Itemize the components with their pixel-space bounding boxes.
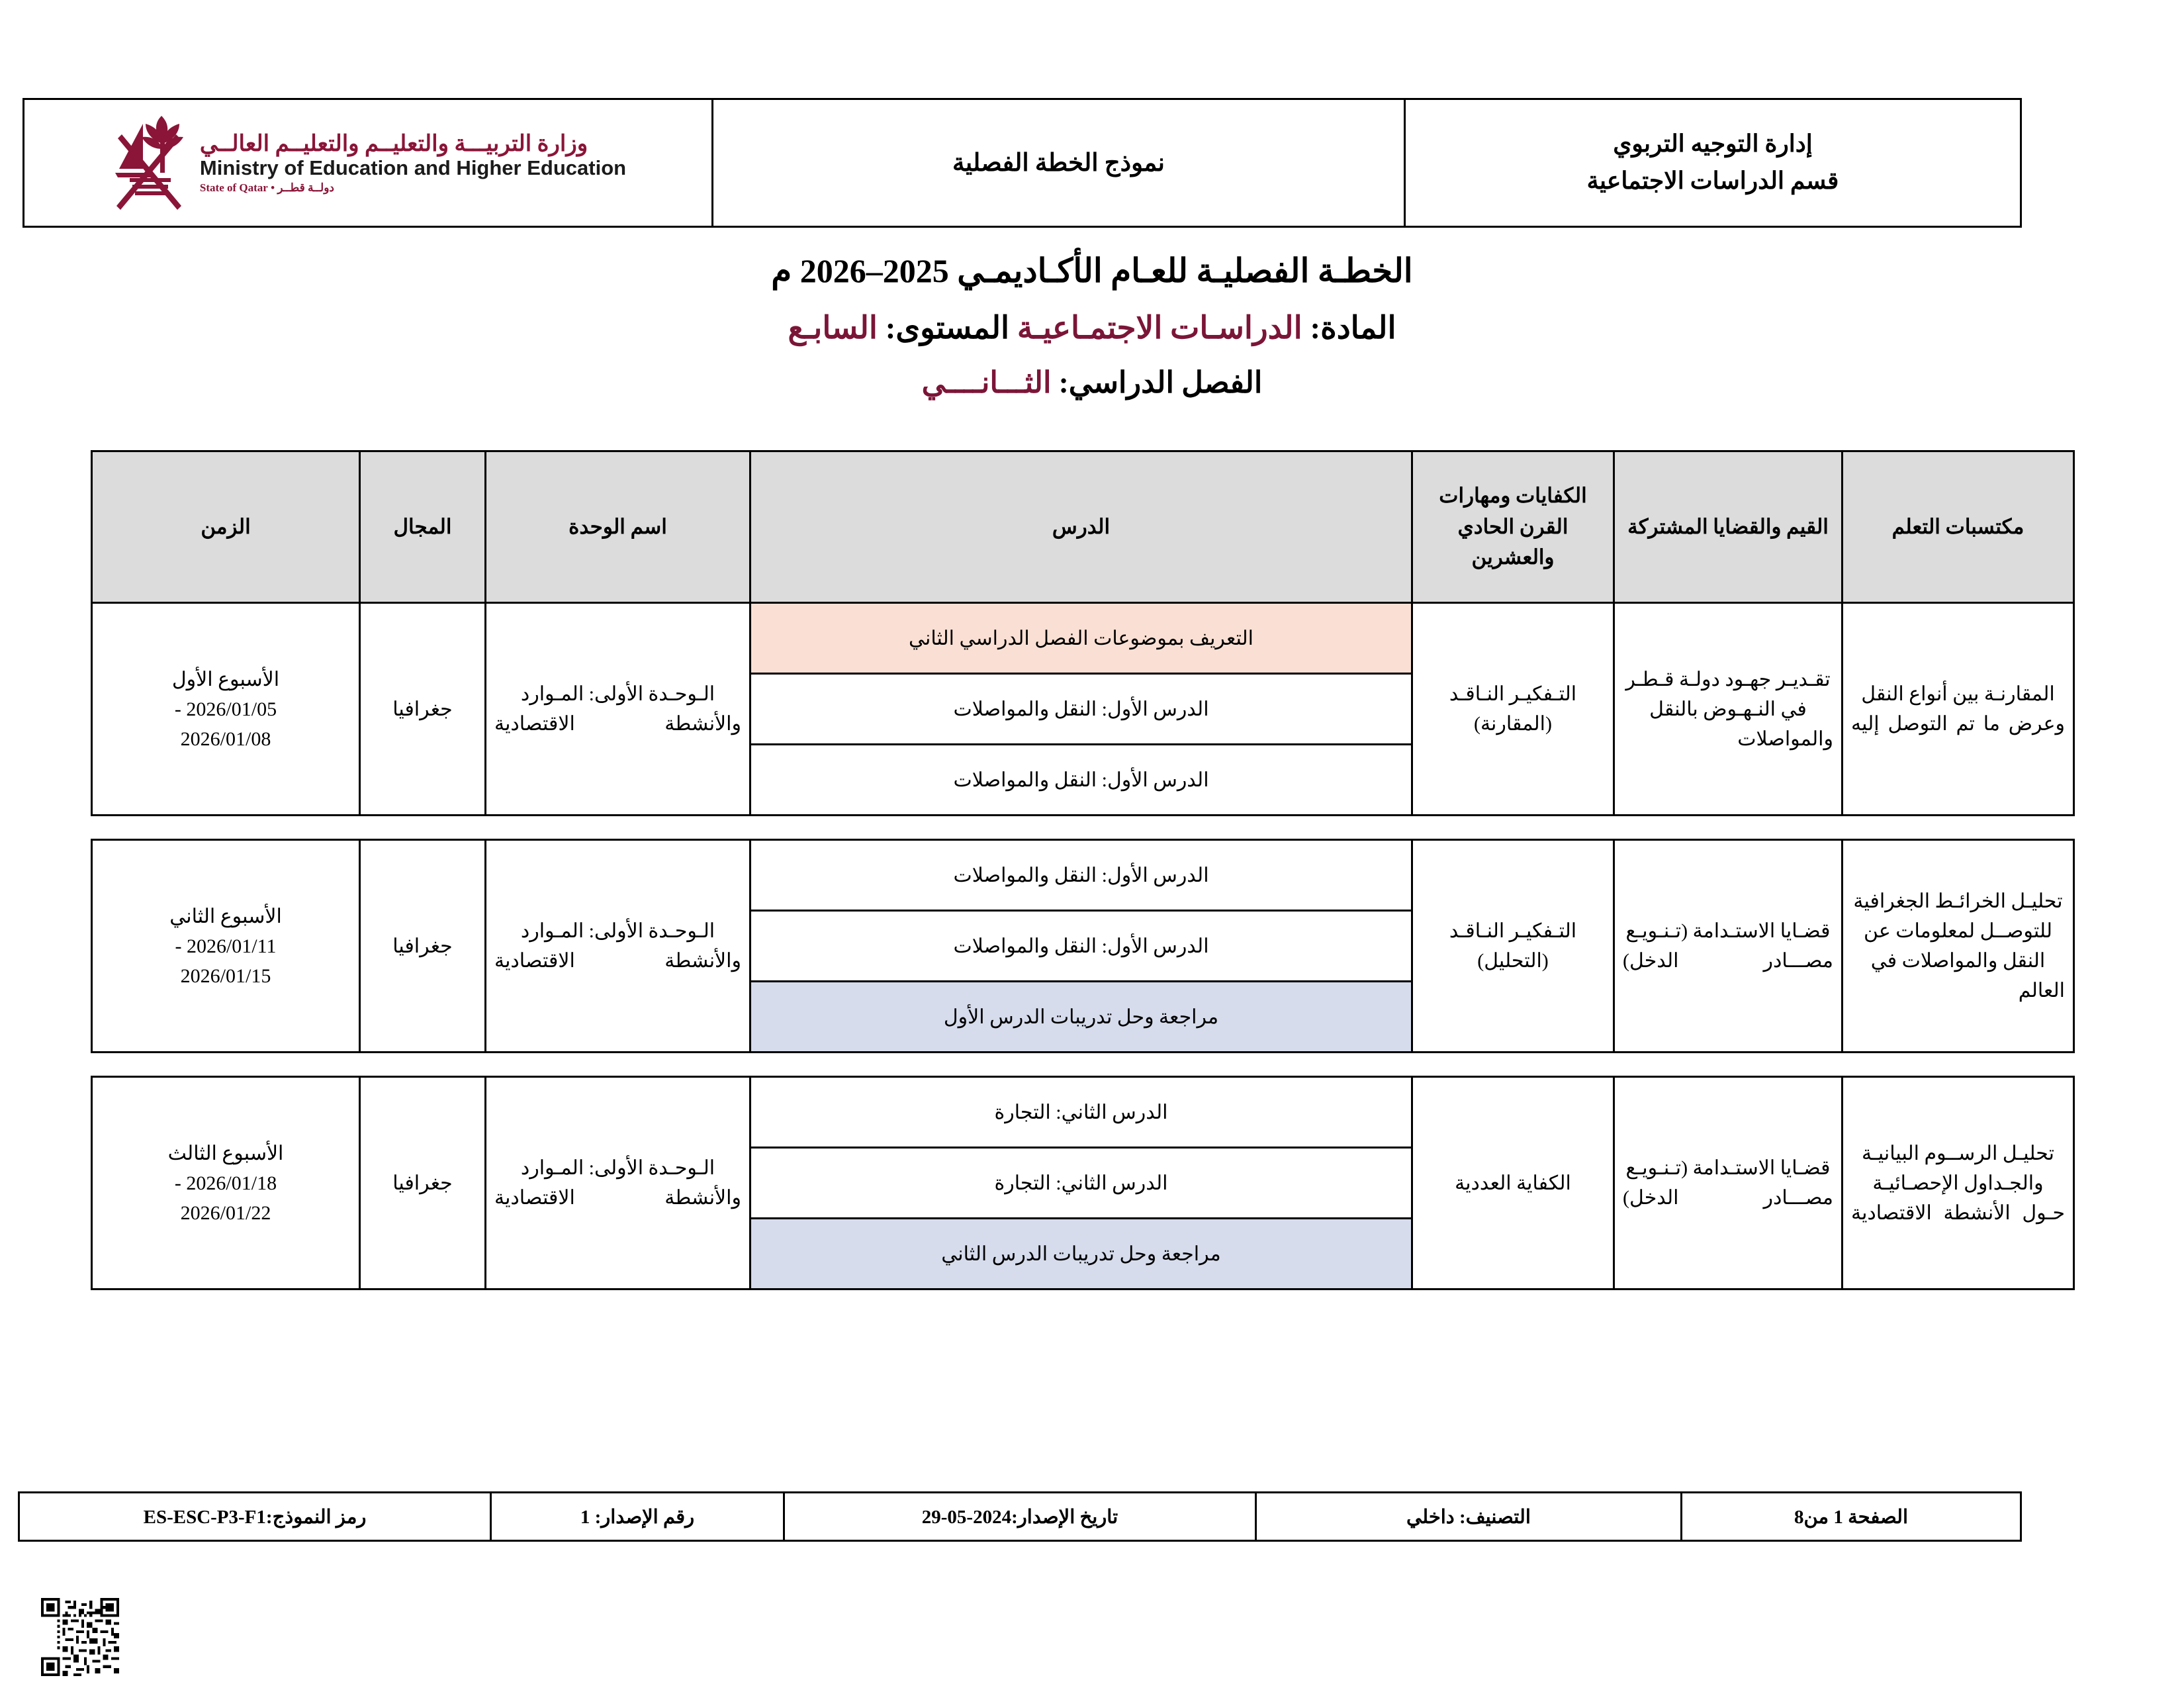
row-spacer: [92, 1053, 2074, 1077]
lesson-list: [751, 604, 1411, 814]
ministry-name-arabic: وزارة التربيـــة والتعليــم والتعليــم العالــي: [199, 132, 588, 157]
header-row: [24, 99, 2021, 227]
column-header-skills: الكفايات ومهارات القرن الحادي والعشرين: [1412, 451, 1614, 603]
document-footer-table: [18, 1491, 2022, 1542]
footer-page-number: الصفحة 1 من8: [1682, 1493, 2021, 1541]
cell-unit: الـوحـدة الأولى: المـوارد والأنشطة الاقتصادية: [486, 840, 751, 1053]
document-header-table: [23, 98, 2022, 228]
table-row: [92, 603, 2074, 816]
footer-issue-date: [784, 1493, 1256, 1541]
form-code-value: ES-ESC-P3-F1: [143, 1506, 266, 1528]
date-to: 2026/01/08: [180, 727, 271, 750]
week-label: الأسبوع الثالث: [167, 1142, 284, 1164]
lesson-list: [751, 841, 1411, 1051]
cell-values: تقـديـر جهـود دولـة قـطـر في النـهـوض بالنقل والمواصلات: [1614, 603, 1843, 816]
cell-field: جغرافيا: [360, 603, 486, 816]
footer-form-code: [19, 1493, 491, 1541]
week-label: الأسبوع الأول: [171, 668, 280, 690]
column-header-time: الزمن: [92, 451, 360, 603]
lesson-item: الدرس الأول: النقل والمواصلات: [953, 769, 1209, 791]
table-row: [92, 1077, 2074, 1289]
cell-values: قضـايا الاستـدامة (تـنـويـع مصـــادر الدخل): [1614, 1077, 1843, 1289]
cell-time: [92, 603, 360, 816]
cell-lessons: [751, 1077, 1412, 1289]
date-to: 2026/01/15: [180, 964, 271, 987]
lesson-item: الدرس الأول: النقل والمواصلات: [751, 911, 1411, 982]
semester-plan-table: [91, 450, 2075, 1290]
lesson-item: الدرس الأول: النقل والمواصلات: [751, 674, 1411, 745]
lesson-item: مراجعة وحل تدريبات الدرس الثاني: [751, 1219, 1411, 1289]
cell-time: [92, 840, 360, 1053]
department-line-1: إدارة التوجيه التربوي: [1613, 130, 1813, 158]
department-line-2: قسم الدراسات الاجتماعية: [1586, 167, 1839, 194]
cell-lessons: [751, 603, 1412, 816]
cell-unit: الـوحـدة الأولى: المـوارد والأنشطة الاقتصادية: [486, 1077, 751, 1289]
cell-gains: تحليـل الخرائـط الجغرافية للتوصــل لمعلومات عن النقل والمواصلات في العالم: [1843, 840, 2074, 1053]
cell-gains: المقارنـة بين أنواع النقل وعرض ما تم التوصل إليه: [1843, 603, 2074, 816]
issue-date-label: تاريخ الإصدار:: [1011, 1506, 1118, 1528]
week-label: الأسبوع الثاني: [169, 905, 282, 927]
cell-skills: التـفكيـر النـاقـد (المقارنة): [1412, 603, 1614, 816]
column-header-unit: اسم الوحدة: [486, 451, 751, 603]
ministry-logo-cell: [24, 99, 713, 227]
column-header-gains: مكتسبات التعلم: [1843, 451, 2074, 603]
qr-code-icon: [41, 1598, 119, 1676]
subject-level-title: [0, 310, 2184, 346]
ministry-logo: [34, 112, 702, 214]
lesson-item: مراجعة وحل تدريبات الدرس الأول: [751, 982, 1411, 1052]
subject-label: المادة:: [1310, 311, 1396, 346]
footer-row: [19, 1493, 2021, 1541]
column-header-values: القيم والقضايا المشتركة: [1614, 451, 1843, 603]
cell-skills: الكفاية العددية: [1412, 1077, 1614, 1289]
cell-field: جغرافيا: [360, 840, 486, 1053]
table-header-row: [92, 451, 2074, 603]
footer-issue-number: رقم الإصدار: 1: [491, 1493, 784, 1541]
issue-date-value: 29-05-2024: [921, 1506, 1012, 1528]
footer-classification: التصنيف: داخلي: [1256, 1493, 1682, 1541]
form-title: نموذج الخطة الفصلية: [952, 150, 1165, 177]
ministry-logo-text: [200, 132, 626, 194]
cell-gains: تحليـل الرســوم البيانيـة والجـداول الإحصـائيـة حـول الأنشطة الاقتصادية: [1843, 1077, 2074, 1289]
row-spacer: [92, 816, 2074, 840]
qatar-emblem-icon: [110, 112, 188, 214]
cell-unit: الـوحـدة الأولى: المـوارد والأنشطة الاقتصادية: [486, 603, 751, 816]
date-to: 2026/01/22: [180, 1201, 271, 1224]
document-titles: [0, 252, 2184, 400]
page-title: الخطـة الفصليـة للعـام الأكـاديمـي 2025–2026 م: [771, 252, 1413, 289]
lesson-item: التعريف بموضوعات الفصل الدراسي الثاني: [751, 604, 1411, 674]
lesson-item: الدرس الثاني: التجارة: [751, 1148, 1411, 1219]
date-from: 2026/01/11 -: [175, 935, 277, 957]
lesson-item: الدرس الثاني: التجارة: [751, 1078, 1411, 1148]
table-row: [92, 840, 2074, 1053]
cell-lessons: [751, 840, 1412, 1053]
cell-field: جغرافيا: [360, 1077, 486, 1289]
lesson-item: الدرس الأول: النقل والمواصلات: [751, 841, 1411, 911]
level-value: السابـع: [788, 311, 878, 346]
table-body: [92, 603, 2074, 1289]
department-cell: [1405, 99, 2021, 227]
column-header-lesson: الدرس: [751, 451, 1412, 603]
form-title-cell: [713, 99, 1405, 227]
date-from: 2026/01/05 -: [174, 698, 277, 720]
term-title: [0, 365, 2184, 400]
ministry-name-english: Ministry of Education and Higher Education: [199, 156, 627, 180]
cell-time: [92, 1077, 360, 1289]
cell-skills: التـفكيـر النـاقـد (التحليل): [1412, 840, 1614, 1053]
term-value: الثـــانــــي: [921, 366, 1052, 399]
state-of-qatar-label: دولــة قطــر • State of Qatar: [199, 181, 334, 194]
form-code-label: رمز النموذج:: [265, 1506, 367, 1528]
lesson-list: [751, 1078, 1411, 1288]
cell-values: قضـايا الاستـدامة (تـنـويـع مصـــادر الدخل): [1614, 840, 1843, 1053]
date-from: 2026/01/18 -: [174, 1172, 277, 1194]
term-label: الفصل الدراسي:: [1058, 366, 1263, 399]
column-header-field: المجال: [360, 451, 486, 603]
subject-value: الدراسـات الاجتمـاعيـة: [1017, 311, 1302, 346]
level-label: المستوى:: [885, 311, 1010, 346]
